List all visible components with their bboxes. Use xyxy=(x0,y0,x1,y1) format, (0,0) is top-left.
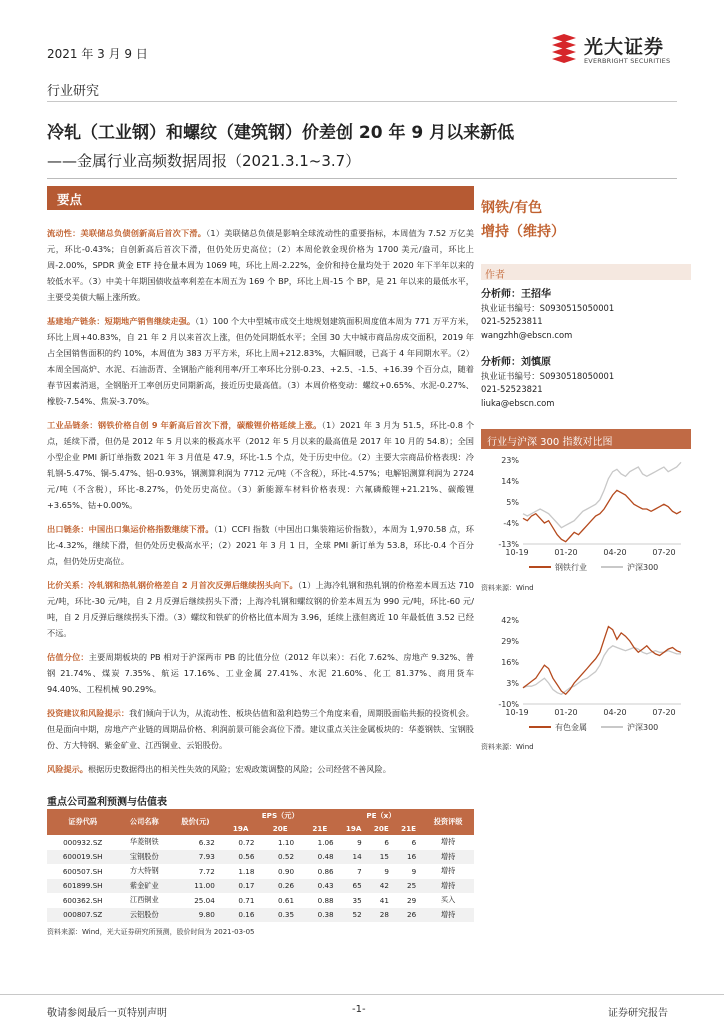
analyst-phone: 021-52523811 xyxy=(481,316,543,326)
cell-name: 华菱钢铁 xyxy=(129,837,159,847)
paragraph-text: 根据历史数据得出的相关性失效的风险；宏观政策调整的风险；公司经营不善风险。 xyxy=(87,764,391,774)
cell-eps: 0.26 xyxy=(260,879,300,894)
cell-eps: 0.52 xyxy=(260,850,300,865)
y-tick-label: -10% xyxy=(498,700,519,709)
y-tick-label: 42% xyxy=(501,616,519,625)
x-tick-label: 07-20 xyxy=(652,708,676,717)
table-row xyxy=(47,879,474,894)
key-points-header xyxy=(47,186,474,210)
company-logo xyxy=(548,30,688,76)
cell-eps: 0.43 xyxy=(300,879,340,894)
analyst-name: 分析师：王招华 xyxy=(481,289,551,300)
paragraph-text: 主要周期板块的 PB 相对于沪深两市 PB 的比值分位（2012 年以来）：石化 7.62%、房地产 9.32%、普钢 21.74%、煤炭 7.35%、航运 17.16%、工业金属 27.41%、水泥 21.60%、化工 81.37%、商用货车 94.40%、工程机械 90.29%。 xyxy=(47,652,474,694)
legend-label: 沪深300 xyxy=(627,723,659,732)
forecast-table xyxy=(47,809,474,922)
report-type: 行业研究 xyxy=(47,84,100,99)
x-tick-label: 07-20 xyxy=(652,548,676,557)
cell-rating: 增持 xyxy=(422,908,474,923)
cell-price: 9.80 xyxy=(170,908,221,923)
cell-pe: 9 xyxy=(384,866,389,876)
x-tick-label: 10-19 xyxy=(505,708,529,717)
paragraph-head: 投资建议和风险提示： xyxy=(47,708,130,718)
cell-eps: 0.38 xyxy=(300,908,340,923)
analyst-cert: 执业证书编号：S0930518050001 xyxy=(481,371,615,381)
paragraph-price-ratio xyxy=(47,577,474,641)
cell-eps: 0.86 xyxy=(317,866,334,876)
cell-eps: 1.18 xyxy=(238,866,255,876)
cell-pe: 65 xyxy=(340,879,368,894)
cell-pe: 29 xyxy=(407,895,417,905)
paragraph-text: （1）100 个大中型城市成交土地规划建筑面积周度值本周为 771 万平方米，环比上周+40.83%，自 21 年 2 月以来首次上涨，但仍处同期低水平；全国 30 大中城市商品房成交面积，2019 年占全国销售面积的约 10%，本周值为 383 万平方米，环比上周+212.83%，大幅回暖，已高于 4 年同期水平。（2）本周全国高炉、水泥、石油沥青、全钢胎产能利用率/开工率环比分别-0.23、+2.5、-1.5、+16.39 个百分点，随着春节因素消退，全钢胎开工率创历史同期新高，接近历史最高值。（3）本周价格变动：螺纹+0.65%、水泥-0.27%、橡胶-7.54%、焦炭-3.70%。 xyxy=(47,316,474,406)
table-row xyxy=(47,864,474,879)
cell-code: 600362.SH xyxy=(62,895,103,905)
col-header: 投资评级 xyxy=(422,809,474,835)
cell-eps: 1.10 xyxy=(278,837,295,847)
chart-source: 资料来源：Wind xyxy=(481,584,534,592)
cell-pe: 28 xyxy=(368,908,395,923)
cell-pe: 7 xyxy=(357,866,362,876)
legend-label: 有色金属 xyxy=(555,723,587,732)
cell-rating: 增持 xyxy=(422,850,474,865)
analyst-phone: 021-52523821 xyxy=(481,384,543,394)
cell-pe: 52 xyxy=(340,908,368,923)
paragraph-text: （1）美联储总负债是影响全球流动性的重要指标，本周值为 7.52 万亿美元，环比-0.43%；自创新高后首次下滑，但仍处历史高位；（2）本周伦敦金现价格为 1700 美元/盎司，环比上周-2.00%，SPDR 黄金 ETF 持仓量本周为 1069 吨，环比上周-2.22%，金价和持仓量均处于 2020 年下半年以来的较低水平。（3）中美十年期国债收益率利差在本周五为 169 个 BP，环比上周-15 个 BP，是 21 年以来的最低水平，主要受美债大幅上涨所致。 xyxy=(47,228,474,302)
cell-price: 7.93 xyxy=(170,850,221,865)
table-row xyxy=(47,850,474,865)
report-subtitle: ——金属行业高频数据周报（2021.3.1~3.7） xyxy=(47,152,361,170)
y-tick-label: 23% xyxy=(501,456,519,465)
cell-rating: 增持 xyxy=(440,866,456,876)
paragraph-head: 比价关系：冷轧钢和热轧钢价格差自 2 月首次反弹后继续拐头向下。 xyxy=(47,580,298,590)
cell-eps: 0.90 xyxy=(278,866,295,876)
col-header: 21E xyxy=(300,822,340,835)
rating: 增持（维持） xyxy=(481,224,565,240)
cell-rating: 增持 xyxy=(422,879,474,894)
cell-name: 江西铜业 xyxy=(129,895,159,905)
divider xyxy=(47,101,677,102)
cell-pe: 25 xyxy=(395,879,422,894)
cell-pe: 16 xyxy=(395,850,422,865)
cell-pe: 15 xyxy=(368,850,395,865)
col-header: 证券代码 xyxy=(47,809,118,835)
table-caption: 重点公司盈利预测与估值表 xyxy=(47,797,167,808)
legend-label: 钢铁行业 xyxy=(555,563,587,572)
authors-header xyxy=(481,264,691,280)
paragraph-text: （1）CCFI 指数（中国出口集装箱运价指数），本周为 1,970.58 点，环比-4.32%，继续下滑，但仍处历史极高水平；（2）2021 年 3 月 1 日，全球 PMI 新订单为 53.8，环比-0.4 个百分点，但仍处历史高位。 xyxy=(47,524,474,566)
paragraph-liquidity xyxy=(47,225,474,305)
paragraph-head: 基建地产链条：短期地产销售继续走强。 xyxy=(47,316,196,326)
paragraph-head: 流动性：美联储总负债创新高后首次下滑。 xyxy=(47,228,207,238)
cell-pe: 9 xyxy=(411,866,417,876)
x-tick-label: 10-19 xyxy=(505,548,529,557)
paragraph-text: 我们倾向于认为，从流动性、板块估值和盈利趋势三个角度来看，周期股面临共振的投资机会。但是面向中期，房地产产业链的周期品价格、利润前景可能会高位下滑。建议重点关注金属板块的：华菱钢铁、宝钢股份、方大特钢、紫金矿业、江西铜业、云铝股份。 xyxy=(47,708,474,750)
cell-eps: 0.56 xyxy=(221,850,261,865)
paragraph-head: 工业品链条：钢铁价格自创 9 年新高后首次下滑，碳酸锂价格延续上涨。 xyxy=(47,420,322,430)
cell-eps: 0.17 xyxy=(221,879,261,894)
chart-title: 行业与沪深 300 指数对比图 xyxy=(487,437,613,448)
cell-eps: 0.35 xyxy=(260,908,300,923)
x-tick-label: 01-20 xyxy=(554,548,578,557)
industry-name: 钢铁/有色 xyxy=(481,200,543,216)
logo-cn: 光大证券 xyxy=(584,36,665,58)
table-row xyxy=(47,835,474,850)
series-line-sector xyxy=(523,490,681,541)
cell-code: 600019.SH xyxy=(47,850,118,865)
cell-eps: 0.71 xyxy=(238,895,255,905)
analyst-name: 分析师：刘慎原 xyxy=(481,357,551,368)
col-header: 19A xyxy=(340,822,368,835)
paragraph-valuation xyxy=(47,649,474,697)
col-header: 20E xyxy=(368,822,395,835)
cell-pe: 14 xyxy=(340,850,368,865)
cell-rating: 增持 xyxy=(440,837,456,847)
cell-pe: 35 xyxy=(352,895,362,905)
cell-price: 25.04 xyxy=(194,895,215,905)
legend-label: 沪深300 xyxy=(627,563,659,572)
col-header: 股价(元) xyxy=(170,809,221,835)
y-tick-label: 5% xyxy=(506,498,519,507)
cell-eps: 0.61 xyxy=(278,895,295,905)
col-header: 20E xyxy=(260,822,300,835)
cell-name: 云铝股份 xyxy=(118,908,170,923)
col-header: PE（x） xyxy=(340,809,423,822)
cell-eps: 0.48 xyxy=(300,850,340,865)
cell-pe: 41 xyxy=(379,895,389,905)
y-tick-label: -4% xyxy=(503,519,519,528)
industry-rating xyxy=(481,196,565,244)
cell-pe: 26 xyxy=(395,908,422,923)
y-tick-label: -13% xyxy=(498,540,519,549)
series-line-csi300 xyxy=(523,462,681,527)
y-tick-label: 3% xyxy=(506,679,519,688)
x-tick-label: 04-20 xyxy=(603,548,627,557)
footer-divider xyxy=(0,994,724,995)
paragraph-investment xyxy=(47,705,474,753)
cell-pe: 42 xyxy=(368,879,395,894)
col-header: 21E xyxy=(395,822,422,835)
key-points-body xyxy=(47,225,474,785)
paragraph-industrial xyxy=(47,417,474,513)
paragraph-head: 估值分位： xyxy=(47,652,89,662)
cell-eps: 0.16 xyxy=(221,908,261,923)
paragraph-text: （1）上海冷轧钢和热轧钢的价格差本周五达 710 元/吨，环比-30 元/吨，自 2 月反弹后继续拐头下滑；上海冷轧钢和螺纹钢的价差本周五为 990 元/吨，环比-60 元/吨，自 2 月反弹后继续拐头下滑。（3）螺纹和铁矿的价格比值本周为 3.96，延续上涨但离近 10 年最低值 3.52 已经不远。 xyxy=(47,580,474,638)
cell-name: 紫金矿业 xyxy=(118,879,170,894)
paragraph-infrastructure xyxy=(47,313,474,409)
divider xyxy=(47,178,677,179)
cell-eps: 0.88 xyxy=(317,895,334,905)
everbright-logo-icon xyxy=(548,32,580,64)
report-title: 冷轧（工业钢）和螺纹（建筑钢）价差创 20 年 9 月以来新低 xyxy=(47,123,515,143)
cell-pe: 6 xyxy=(411,837,417,847)
cell-code: 600507.SH xyxy=(62,866,103,876)
x-tick-label: 01-20 xyxy=(554,708,578,717)
y-tick-label: 14% xyxy=(501,477,519,486)
cell-rating: 买入 xyxy=(440,895,456,905)
cell-price: 11.00 xyxy=(170,879,221,894)
chart-source: 资料来源：Wind xyxy=(481,743,534,751)
paragraph-head: 出口链条：中国出口集运价格指数继续下滑。 xyxy=(47,524,214,534)
paragraph-risk xyxy=(47,761,474,777)
report-date: 2021 年 3 月 9 日 xyxy=(47,47,148,61)
footer-disclaimer[interactable]: 敬请参阅最后一页特别声明 xyxy=(47,1008,167,1019)
analyst-email[interactable]: liuka@ebscn.com xyxy=(481,398,555,408)
table-source: 资料来源：Wind，光大证券研究所预测，股价时间为 2021-03-05 xyxy=(47,928,255,936)
series-line-csi300 xyxy=(523,646,681,695)
steel-vs-csi300-chart xyxy=(481,452,691,580)
cell-code: 000932.SZ xyxy=(63,837,103,847)
nonferrous-vs-csi300-chart xyxy=(481,612,691,740)
y-tick-label: 29% xyxy=(501,637,519,646)
paragraph-head: 风险提示。 xyxy=(47,764,88,774)
cell-eps: 0.72 xyxy=(238,837,255,847)
table-row xyxy=(47,893,474,908)
y-tick-label: 16% xyxy=(501,658,519,667)
cell-name: 方大特钢 xyxy=(129,866,159,876)
key-points-label: 要点 xyxy=(57,192,83,207)
x-tick-label: 04-20 xyxy=(603,708,627,717)
paragraph-text: （1）2021 年 3 月为 51.5，环比-0.8 个点，延续下滑，但仍是 2012 年 5 月以来的极高水平（2012 年 5 月以来的最高值是 2017 年 10 月的 54.8）；全国小型企业 PMI 新订单指数 2021 年 3 月值是 47.9，环比-1.5 个点，处于历史中位。（2）主要大宗商品价格表现：冷轧钢-5.47%、铜-5.47%、铝-0.93%，钢测算利润为 7712 元/吨（不含税），环比-4.57%；电解铝测算利润为 2724 元/吨（不含税），环比-8.27%，仍处历史高位。（3）新能源车材料价格表现：六氟磷酸锂+21.21%、碳酸锂+3.65%、钴+0.00%。 xyxy=(47,420,475,510)
table-row xyxy=(47,908,474,923)
analyst-cert: 执业证书编号：S0930515050001 xyxy=(481,303,615,313)
cell-code: 601899.SH xyxy=(47,879,118,894)
analyst-email[interactable]: wangzhh@ebscn.com xyxy=(481,330,573,340)
cell-eps: 1.06 xyxy=(317,837,334,847)
authors-label: 作者 xyxy=(485,270,505,281)
page-number: -1- xyxy=(352,1004,366,1015)
cell-price: 6.32 xyxy=(198,837,215,847)
col-header: EPS（元） xyxy=(221,809,340,822)
cell-code: 000807.SZ xyxy=(47,908,118,923)
footer-tag: 证券研究报告 xyxy=(608,1008,668,1019)
cell-price: 7.72 xyxy=(198,866,215,876)
chart-header xyxy=(481,429,691,449)
cell-pe: 9 xyxy=(357,837,362,847)
col-header: 公司名称 xyxy=(118,809,170,835)
logo-en: EVERBRIGHT SECURITIES xyxy=(584,57,671,65)
paragraph-export xyxy=(47,521,474,569)
cell-pe: 6 xyxy=(384,837,389,847)
cell-name: 宝钢股份 xyxy=(118,850,170,865)
col-header: 19A xyxy=(221,822,261,835)
